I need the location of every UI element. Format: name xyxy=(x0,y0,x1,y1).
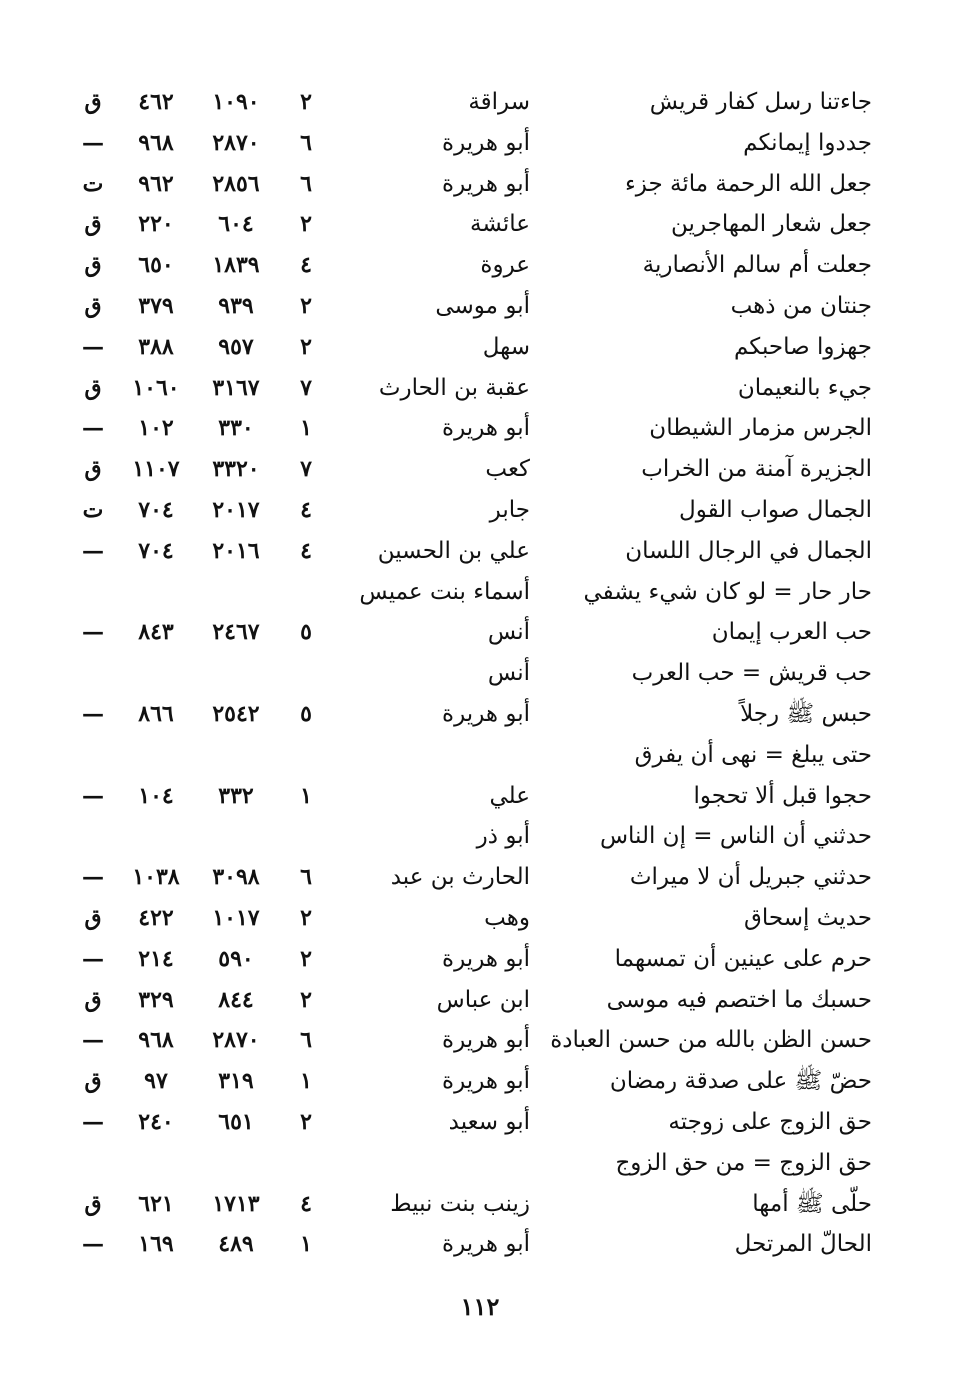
hadith-text: الجمال صواب القول xyxy=(679,496,872,523)
source-code xyxy=(68,653,118,694)
hadith-number: ١٠٩٠ xyxy=(212,89,260,115)
table-row xyxy=(0,1061,960,1102)
volume-number: ٦ xyxy=(300,129,312,156)
hadith-number xyxy=(196,572,276,613)
volume-number: ٥ xyxy=(300,619,312,646)
volume-number: ٢ xyxy=(300,904,312,931)
page-reference xyxy=(118,735,194,776)
table-row xyxy=(0,857,960,898)
page-reference: ٩٧ xyxy=(144,1068,168,1095)
page-reference: ٦٢١ xyxy=(138,1190,174,1217)
narrator: جابر xyxy=(489,496,530,523)
table-row xyxy=(0,776,960,817)
source-code: ق xyxy=(84,89,102,115)
source-code: — xyxy=(82,619,104,646)
volume-number xyxy=(286,816,326,857)
narrator: عقبة بن الحارث xyxy=(378,374,530,401)
source-code: ق xyxy=(84,456,102,483)
source-code: — xyxy=(82,129,104,156)
page-number: ١١٢ xyxy=(460,1292,500,1321)
hadith-number: ٦٠٤ xyxy=(218,211,254,238)
narrator: أبو ذر xyxy=(476,823,530,850)
source-code xyxy=(68,572,118,613)
hadith-text: حق الزوج = من حق الزوج xyxy=(615,1149,872,1176)
hadith-number: ١٧١٣ xyxy=(212,1190,260,1217)
hadith-text: الحالّ المرتحل xyxy=(734,1231,872,1258)
hadith-text: حسبك ما اختصم فيه موسى xyxy=(606,986,872,1013)
index-table xyxy=(0,82,960,1265)
source-code: ق xyxy=(84,986,102,1013)
source-code: — xyxy=(82,1027,104,1054)
hadith-number: ٣١٩ xyxy=(218,1068,254,1095)
hadith-text: حضّ ﷺ على صدقة رمضان xyxy=(609,1068,872,1095)
hadith-text: حبس ﷺ رجلاً xyxy=(740,700,872,727)
table-row xyxy=(0,980,960,1021)
source-code: — xyxy=(82,782,104,809)
hadith-number: ٨٤٤ xyxy=(218,986,254,1013)
hadith-number: ٣٣٠ xyxy=(218,415,254,442)
volume-number: ٢ xyxy=(300,89,312,115)
hadith-text: جيء بالنعيمان xyxy=(737,374,872,401)
narrator xyxy=(310,1143,530,1184)
narrator: أبو هريرة xyxy=(442,1068,530,1095)
hadith-number: ٩٥٧ xyxy=(218,333,254,360)
source-code xyxy=(68,1143,118,1184)
volume-number: ٧ xyxy=(300,456,312,483)
source-code: ت xyxy=(82,496,104,523)
source-code: ت xyxy=(82,170,104,197)
table-row xyxy=(0,898,960,939)
volume-number xyxy=(286,1143,326,1184)
hadith-text: حدثني أن الناس = إن الناس xyxy=(599,823,872,850)
table-row xyxy=(0,531,960,572)
hadith-text: جددوا إيمانكم xyxy=(743,129,872,156)
page-reference: ١٠٣٨ xyxy=(132,864,180,891)
hadith-number: ١٠١٧ xyxy=(212,904,260,931)
source-code: ق xyxy=(84,211,102,238)
hadith-text: حسن الظن بالله من حسن العبادة xyxy=(550,1027,872,1054)
hadith-number: ٣٣٢ xyxy=(218,782,254,809)
volume-number: ٢ xyxy=(300,986,312,1013)
page-reference: ٢٢٠ xyxy=(138,211,174,238)
page-reference: ٢٤٠ xyxy=(138,1108,174,1135)
narrator: عائشة xyxy=(470,211,530,238)
source-code: — xyxy=(82,333,104,360)
narrator: أبو هريرة xyxy=(442,170,530,197)
hadith-number xyxy=(196,735,276,776)
table-row xyxy=(0,164,960,205)
narrator: أبو هريرة xyxy=(442,700,530,727)
volume-number: ٢ xyxy=(300,211,312,238)
volume-number: ١ xyxy=(300,415,312,442)
page-reference: ٩٦٢ xyxy=(138,170,174,197)
hadith-text: الجزيرة آمنة من الخراب xyxy=(641,456,872,483)
hadith-text: حدثني جبريل أن لا ميراث xyxy=(629,864,872,891)
hadith-text: حق الزوج على زوجته xyxy=(668,1108,872,1135)
hadith-number: ٢٠١٧ xyxy=(212,496,260,523)
hadith-text: حرم على عينين أن تمسهما xyxy=(614,945,872,972)
narrator: أنس xyxy=(487,660,530,687)
hadith-text: جعل شعار المهاجرين xyxy=(671,211,872,238)
hadith-text: حب العرب إيمان xyxy=(711,619,872,646)
narrator: زينب بنت نبيط xyxy=(390,1190,530,1217)
page-reference: ٩٦٨ xyxy=(138,129,174,156)
page-reference: ٤٢٢ xyxy=(138,904,174,931)
source-code: ق xyxy=(84,1190,102,1217)
hadith-text: حديث إسحاق xyxy=(744,904,872,931)
volume-number: ١ xyxy=(300,1231,312,1258)
page-reference: ٢١٤ xyxy=(138,945,174,972)
narrator: أسماء بنت عميس xyxy=(359,578,530,605)
source-code: ق xyxy=(84,292,102,319)
table-row xyxy=(0,368,960,409)
table-row xyxy=(0,449,960,490)
source-code: — xyxy=(82,864,104,891)
volume-number: ٤ xyxy=(300,537,312,564)
hadith-text: جنتان من ذهب xyxy=(730,292,872,319)
table-row xyxy=(0,1143,960,1184)
hadith-number: ٣١٦٧ xyxy=(212,374,260,401)
table-row xyxy=(0,123,960,164)
table-row xyxy=(0,572,960,613)
hadith-number: ٢٨٥٦ xyxy=(212,170,260,197)
volume-number: ٢ xyxy=(300,333,312,360)
page-reference: ١٠٢ xyxy=(138,415,174,442)
source-code: — xyxy=(82,1108,104,1135)
hadith-number xyxy=(196,816,276,857)
hadith-number xyxy=(196,653,276,694)
page-reference: ٧٠٤ xyxy=(138,537,174,564)
narrator: أبو موسى xyxy=(435,292,530,319)
volume-number: ١ xyxy=(300,782,312,809)
volume-number: ١ xyxy=(300,1068,312,1095)
hadith-text: جعلت أم سالم الأنصارية xyxy=(642,252,872,279)
hadith-text: الجمال في الرجال اللسان xyxy=(625,537,872,564)
hadith-number: ٦٥١ xyxy=(218,1108,254,1135)
hadith-text: حتى يبلغ = نهى أن يفرق xyxy=(634,741,872,768)
source-code: ق xyxy=(84,1068,102,1095)
hadith-number: ٢٤٦٧ xyxy=(212,619,260,646)
source-code: — xyxy=(82,537,104,564)
table-row xyxy=(0,1184,960,1225)
page-reference: ٣٧٩ xyxy=(138,292,174,319)
table-row xyxy=(0,816,960,857)
table-row xyxy=(0,939,960,980)
page-reference: ١٠٦٠ xyxy=(132,374,180,401)
page-reference: ٩٦٨ xyxy=(138,1027,174,1054)
hadith-number: ٢٨٧٠ xyxy=(212,129,260,156)
narrator: علي بن الحسين xyxy=(377,537,530,564)
page-reference: ٤٦٢ xyxy=(138,89,174,115)
table-row xyxy=(0,653,960,694)
table-row xyxy=(0,1102,960,1143)
volume-number: ٤ xyxy=(300,252,312,279)
hadith-text: جاءتنا رسل كفار قريش xyxy=(649,89,872,115)
page-reference xyxy=(118,816,194,857)
page-reference xyxy=(118,1143,194,1184)
narrator: أبو سعيد xyxy=(448,1108,530,1135)
table-row xyxy=(0,735,960,776)
table-row xyxy=(0,286,960,327)
narrator: عروة xyxy=(480,252,530,279)
hadith-text: جهزوا صاحبكم xyxy=(733,333,872,360)
page-reference: ٨٤٣ xyxy=(138,619,174,646)
narrator: ابن عباس xyxy=(436,986,530,1013)
narrator: أبو هريرة xyxy=(442,415,530,442)
page-reference: ٧٠٤ xyxy=(138,496,174,523)
hadith-text: جعل الله الرحمة مائة جزء xyxy=(624,170,872,197)
volume-number xyxy=(286,653,326,694)
volume-number: ٢ xyxy=(300,1108,312,1135)
source-code: ق xyxy=(84,252,102,279)
hadith-text: حار حار = لو كان شيء يشفي xyxy=(583,578,872,605)
hadith-text: حلّى ﷺ أمها xyxy=(752,1190,872,1217)
volume-number xyxy=(286,735,326,776)
table-row xyxy=(0,612,960,653)
hadith-number: ٣٠٩٨ xyxy=(212,864,260,891)
hadith-number: ٥٩٠ xyxy=(218,945,254,972)
table-row xyxy=(0,245,960,286)
narrator: علي xyxy=(489,782,530,809)
page-reference: ١٠٤ xyxy=(138,782,174,809)
narrator: سراقة xyxy=(468,89,530,115)
volume-number: ٦ xyxy=(300,864,312,891)
page-reference: ١١٠٧ xyxy=(132,456,180,483)
volume-number: ٦ xyxy=(300,1027,312,1054)
narrator: كعب xyxy=(485,456,530,483)
narrator: أبو هريرة xyxy=(442,1027,530,1054)
source-code: ق xyxy=(84,904,102,931)
page-reference: ٣٢٩ xyxy=(138,986,174,1013)
narrator: أبو هريرة xyxy=(442,945,530,972)
hadith-text: الجرس مزمار الشيطان xyxy=(649,415,872,442)
hadith-text: حجوا قبل ألا تحجوا xyxy=(693,782,872,809)
page-reference: ١٦٩ xyxy=(138,1231,174,1258)
page-reference: ٣٨٨ xyxy=(138,333,174,360)
narrator xyxy=(310,735,530,776)
narrator: الحارث بن عبد xyxy=(390,864,530,891)
source-code: — xyxy=(82,700,104,727)
hadith-number: ٢٨٧٠ xyxy=(212,1027,260,1054)
hadith-text: حب قريش = حب العرب xyxy=(631,660,872,687)
hadith-number: ٣٣٢٠ xyxy=(212,456,260,483)
source-code: — xyxy=(82,415,104,442)
volume-number: ٥ xyxy=(300,700,312,727)
source-code xyxy=(68,735,118,776)
hadith-number: ٢٠١٦ xyxy=(212,537,260,564)
narrator: أبو هريرة xyxy=(442,129,530,156)
narrator: أنس xyxy=(487,619,530,646)
hadith-number xyxy=(196,1143,276,1184)
table-row xyxy=(0,82,960,123)
page-reference: ٦٥٠ xyxy=(138,252,174,279)
narrator: سهل xyxy=(482,333,530,360)
source-code: ق xyxy=(84,374,102,401)
table-row xyxy=(0,490,960,531)
table-row xyxy=(0,694,960,735)
page-reference xyxy=(118,653,194,694)
hadith-number: ٩٣٩ xyxy=(218,292,254,319)
source-code xyxy=(68,816,118,857)
hadith-number: ٢٥٤٢ xyxy=(212,700,260,727)
source-code: — xyxy=(82,1231,104,1258)
volume-number: ٢ xyxy=(300,292,312,319)
page-reference xyxy=(118,572,194,613)
page-reference: ٨٦٦ xyxy=(138,700,174,727)
table-row xyxy=(0,1020,960,1061)
source-code: — xyxy=(82,945,104,972)
volume-number xyxy=(286,572,326,613)
hadith-number: ١٨٣٩ xyxy=(212,252,260,279)
narrator: وهب xyxy=(484,904,530,931)
volume-number: ٤ xyxy=(300,496,312,523)
table-row xyxy=(0,408,960,449)
volume-number: ٤ xyxy=(300,1190,312,1217)
volume-number: ٧ xyxy=(300,374,312,401)
table-row xyxy=(0,327,960,368)
table-row xyxy=(0,1224,960,1265)
volume-number: ٢ xyxy=(300,945,312,972)
narrator: أبو هريرة xyxy=(442,1231,530,1258)
table-row xyxy=(0,204,960,245)
hadith-number: ٤٨٩ xyxy=(218,1231,254,1258)
volume-number: ٦ xyxy=(300,170,312,197)
